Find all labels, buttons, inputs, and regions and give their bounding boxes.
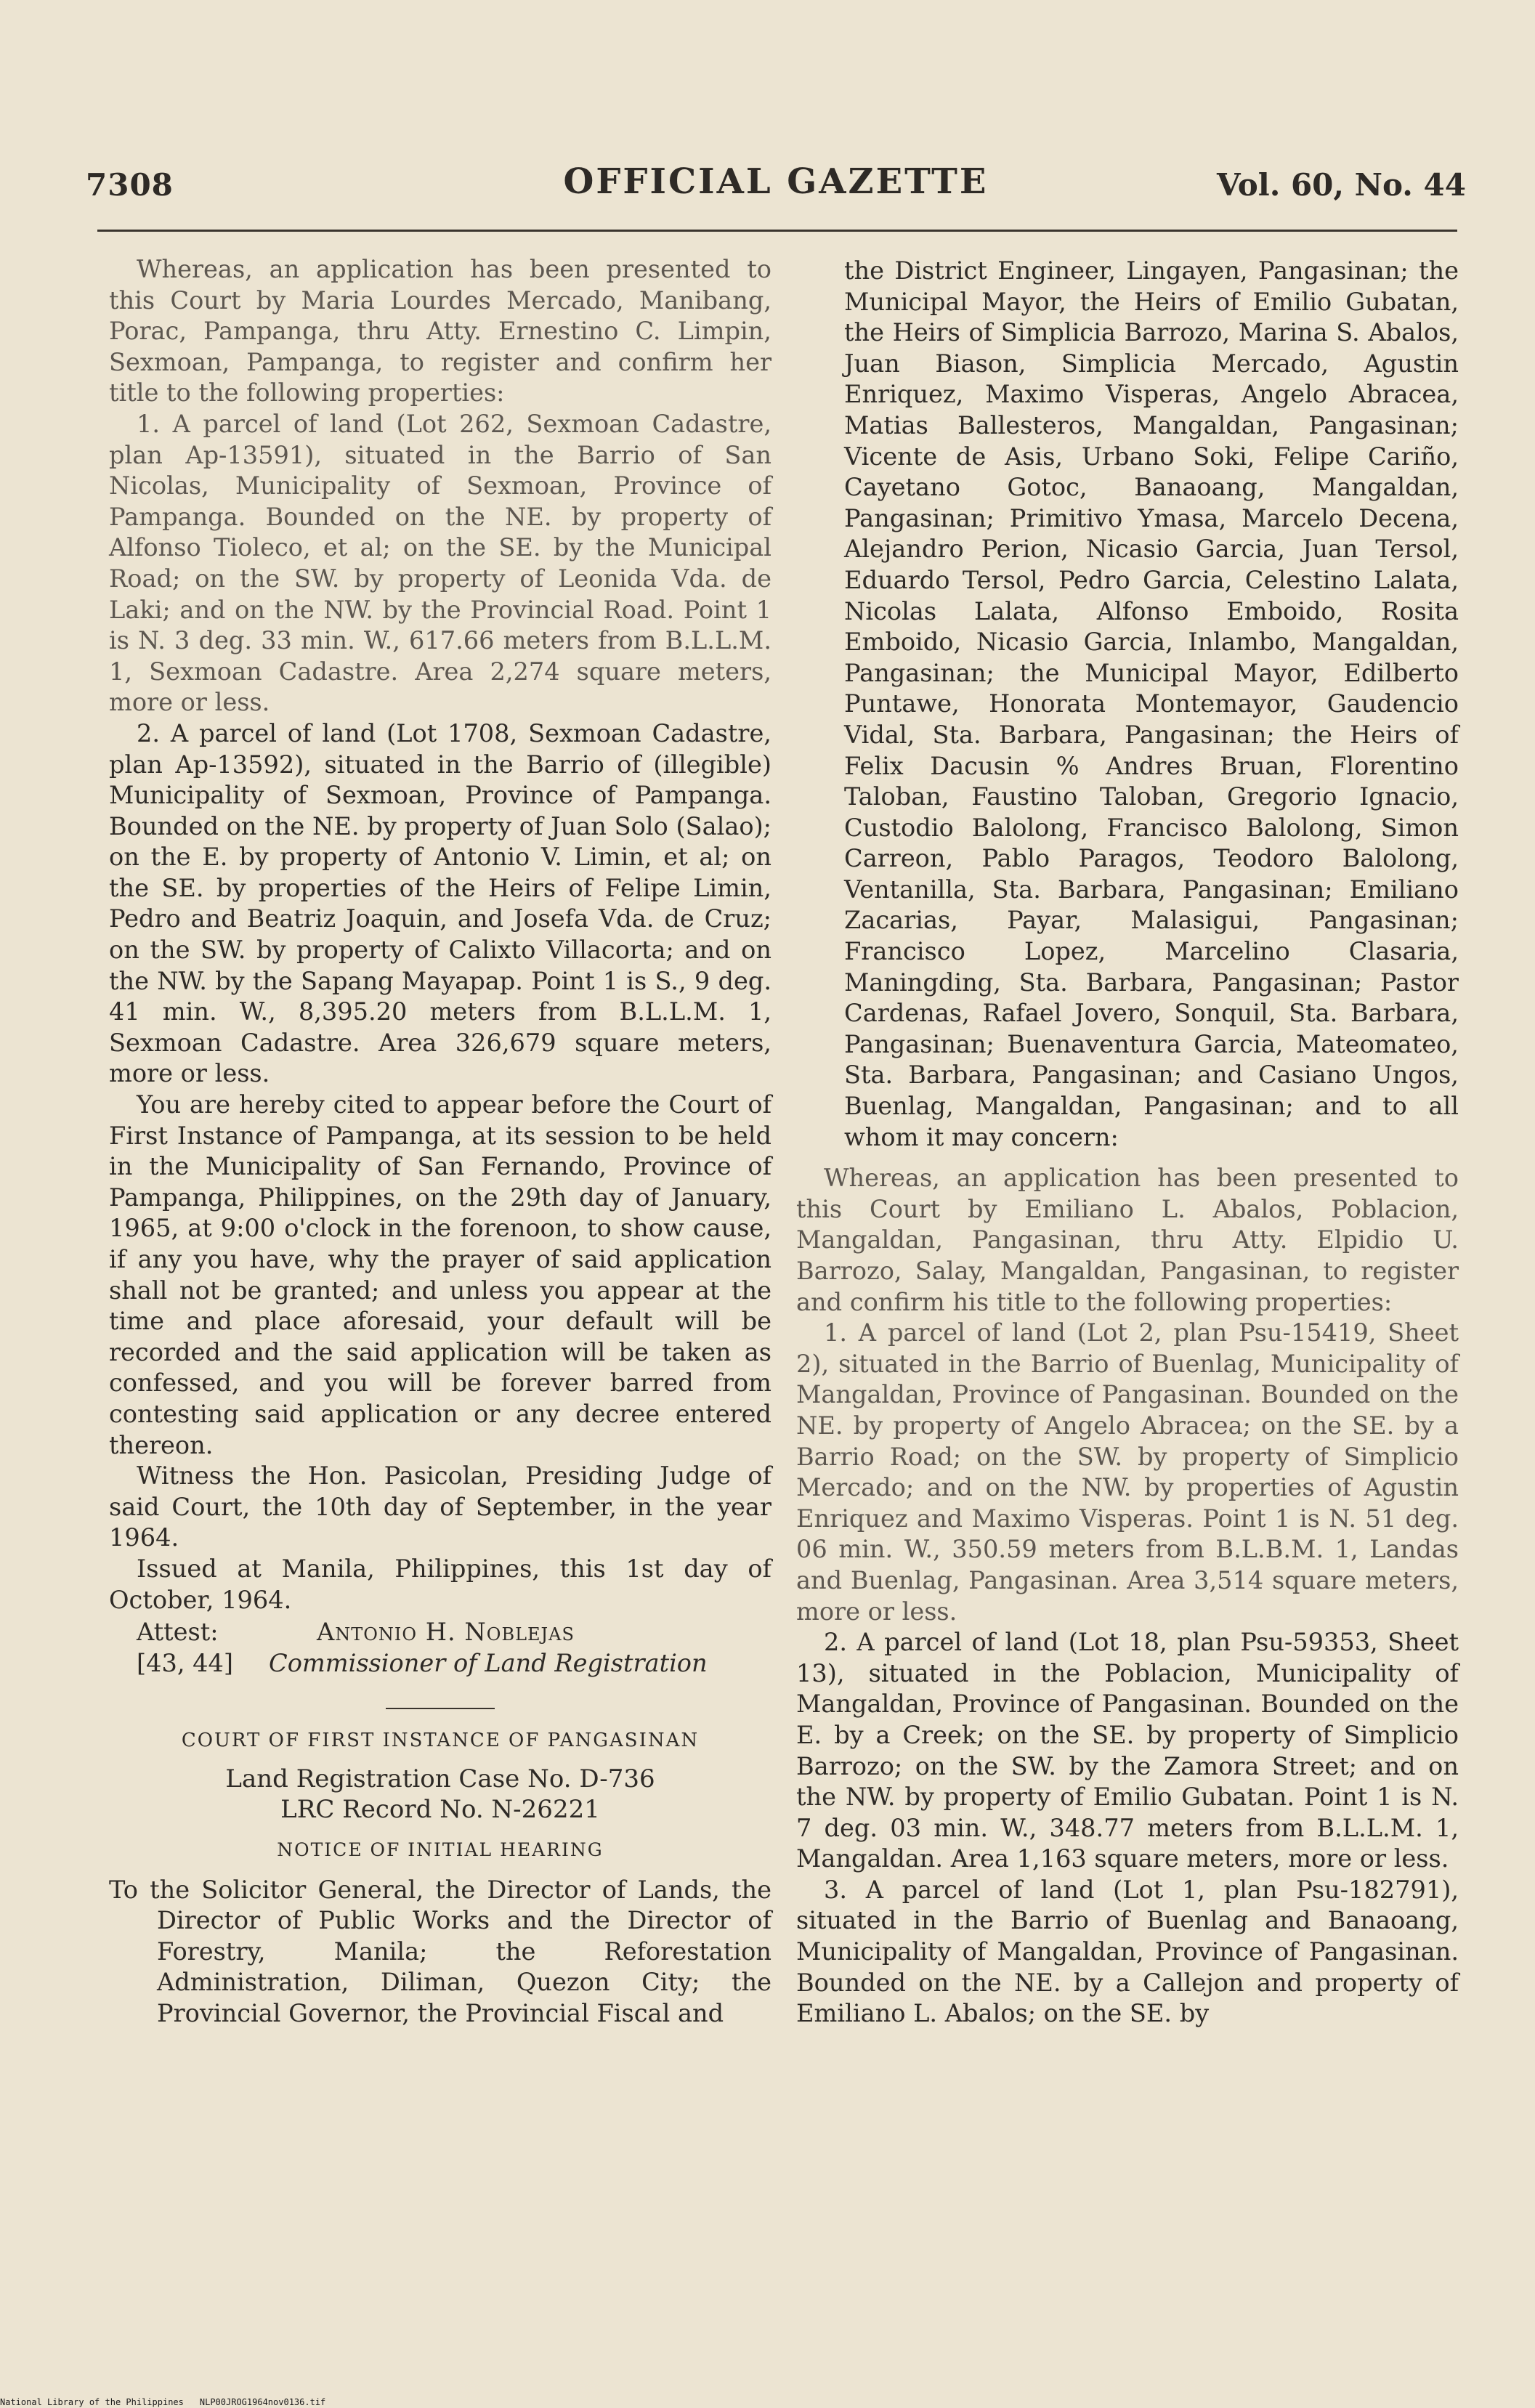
addressees-continued: the District Engineer, Lingayen, Pangasinan; the Municipal Mayor, the Heirs of Emilio Gubatan, the Heirs of Simplicia Barrozo, Marina S. Abalos, Juan Biason, Simplicia Mercado, Agustin Enriquez, Maximo Visperas, Angelo Abracea, Matias Ballesteros, Mangaldan, Pangasinan; Vicente de Asis, Urbano Soki, Felipe Cariño, Cayetano Gotoc, Banaoang, Mangaldan, Pangasinan; Primitivo Ymasa, Marcelo Decena, Alejandro Perion, Nicasio Garcia, Juan Tersol, Eduardo Tersol, Pedro Garcia, Celestino Lalata, Nicolas Lalata, Alfonso Emboido, Rosita Emboido, Nicasio Garcia, Inlambo, Mangaldan, Pangasinan; the Municipal Mayor, Edilberto Puntawe, Honorata Montemayor, Gaudencio Vidal, Sta. Barbara, Pangasinan; the Heirs of Felix Dacusin % Andres Bruan, Florentino Taloban, Faustino Taloban, Gregorio Ignacio, Custodio Balolong, Francisco Balolong, Simon Carreon, Pablo Paragos, Teodoro Balolong, Ventanilla, Sta. Barbara, Pangasinan; Emiliano Zacarias, Payar, Malasigui, Pangasinan; Francisco Lopez, Marcelino Clasaria, Maningding, Sta. Barbara, Pangasinan; Pastor Cardenas, Rafael Jovero, Sonquil, Sta. Barbara, Pangasinan; Buenaventura Garcia, Mateomateo, Sta. Barbara, Pangasinan; and Casiano Ungos, Buenlag, Mangaldan, Pangasinan; and to all whom it may concern: (844, 256, 1459, 1151)
reference-code: [43, 44] (137, 1648, 234, 1677)
attest-title: Commissioner of Land Registration (269, 1648, 708, 1677)
notice-heading: NOTICE OF INITIAL HEARING (277, 1839, 604, 1860)
pampanga-issued: Issued at Manila, Philippines, this 1st day of October, 1964. (109, 1554, 771, 1614)
section-divider (386, 1708, 495, 1709)
attest-block (109, 1617, 771, 1679)
journal-title: OFFICIAL GAZETTE (563, 161, 989, 202)
court-heading: COURT OF FIRST INSTANCE OF PANGASINAN (181, 1730, 700, 1752)
page-header (86, 161, 1466, 212)
scan-filename: NLP00JROG1964nov0136.tif (199, 2397, 326, 2407)
pampanga-intro: Whereas, an application has been presented to this Court by Maria Lourdes Mercado, Manibang, Porac, Pampanga, thru Atty. Ernestino C. Limpin, Sexmoan, Pampanga, to register and confirm her title to the following properties: (109, 255, 771, 408)
addressees-start: To the Solicitor General, the Director of Lands, the Director of Public Works and the Director of Forestry, Manila; the Reforestation Administration, Diliman, Quezon City; the Provincial Governor, the Provincial Fiscal and (109, 1875, 771, 2027)
page-number: 7308 (86, 167, 174, 203)
pangasinan-parcel-3: 3. A parcel of land (Lot 1, plan Psu-182791), situated in the Barrio of Buenlag and Banaoang, Municipality of Mangaldan, Province of Pangasinan. Bounded on the NE. by a Callejon and property of Emiliano L. Abalos; on the SE. by (796, 1875, 1459, 2028)
lrc-record: LRC Record No. N-26221 (280, 1794, 600, 1824)
pampanga-parcel-2: 2. A parcel of land (Lot 1708, Sexmoan Cadastre, plan Ap-13592), situated in the Barrio of (illegible) Municipality of Sexmoan, Province of Pampanga. Bounded on the NE. by property of Juan Solo (Salao); on the E. by property of Antonio V. Limin, et al; on the SE. by properties of the Heirs of Felipe Limin, Pedro and Beatriz Joaquin, and Josefa Vda. de Cruz; on the SW. by property of Calixto Villacorta; and on the NW. by the Sapang Mayapap. Point 1 is S., 9 deg. 41 min. W., 8,395.20 meters from B.L.L.M. 1, Sexmoan Cadastre. Area 326,679 square meters, more or less. (109, 718, 771, 1088)
attest-label: Attest: (137, 1618, 219, 1647)
pampanga-witness: Witness the Hon. Pasicolan, Presiding Judge of said Court, the 10th day of September, in the year 1964. (109, 1462, 771, 1552)
left-column (109, 254, 771, 2029)
case-number: Land Registration Case No. D-736 (225, 1764, 655, 1793)
pampanga-citation: You are hereby cited to appear before the Court of First Instance of Pampanga, at its session to be held in the Municipality of San Fernando, Province of Pampanga, Philippines, on the 29th day of January, 1965, at 9:00 o'clock in the forenoon, to show cause, if any you have, why the prayer of said application shall not be granted; and unless you appear at the time and place aforesaid, your default will be recorded and the said application will be taken as confessed, and you will be forever barred from contesting said application or any decree entered thereon. (109, 1090, 771, 1459)
volume-number: Vol. 60, No. 44 (1217, 167, 1466, 203)
right-column (796, 256, 1459, 2030)
pampanga-parcel-1: 1. A parcel of land (Lot 262, Sexmoan Cadastre, plan Ap-13591), situated in the Barrio of San Nicolas, Municipality of Sexmoan, Province of Pampanga. Bounded on the NE. by property of Alfonso Tioleco, et al; on the SE. by the Municipal Road; on the SW. by property of Leonida Vda. de Laki; and on the NW. by the Provincial Road. Point 1 is N. 3 deg. 33 min. W., 617.66 meters from B.L.L.M. 1, Sexmoan Cadastre. Area 2,274 square meters, more or less. (109, 409, 771, 717)
header-rule (97, 230, 1457, 232)
pangasinan-parcel-1: 1. A parcel of land (Lot 2, plan Psu-15419, Sheet 2), situated in the Barrio of Buenlag, Municipality of Mangaldan, Province of Pangasinan. Bounded on the NE. by property of Angelo Abracea; on the SE. by a Barrio Road; on the SW. by property of Simplicio Mercado; and on the NW. by properties of Agustin Enriquez and Maximo Visperas. Point 1 is N. 51 deg. 06 min. W., 350.59 meters from B.L.B.M. 1, Landas and Buenlag, Pangasinan. Area 3,514 square meters, more or less. (796, 1318, 1459, 1626)
pangasinan-intro: Whereas, an application has been presented to this Court by Emiliano L. Abalos, Poblacion, Mangaldan, Pangasinan, thru Atty. Elpidio U. Barrozo, Salay, Mangaldan, Pangasinan, to register and confirm his title to the following properties: (796, 1164, 1459, 1316)
library-credit: National Library of the Philippines (0, 2397, 184, 2407)
scan-footer (0, 2397, 341, 2407)
pangasinan-parcel-2: 2. A parcel of land (Lot 18, plan Psu-59353, Sheet 13), situated in the Poblacion, Municipality of Mangaldan, Province of Pangasinan. Bounded on the E. by a Creek; on the SE. by property of Simplicio Barrozo; on the SW. by the Zamora Street; and on the NW. by property of Emilio Gubatan. Point 1 is N. 7 deg. 03 min. W., 348.77 meters from B.L.L.M. 1, Mangaldan. Area 1,163 square meters, more or less. (796, 1628, 1459, 1873)
attest-name: Antonio H. Noblejas (317, 1618, 575, 1647)
